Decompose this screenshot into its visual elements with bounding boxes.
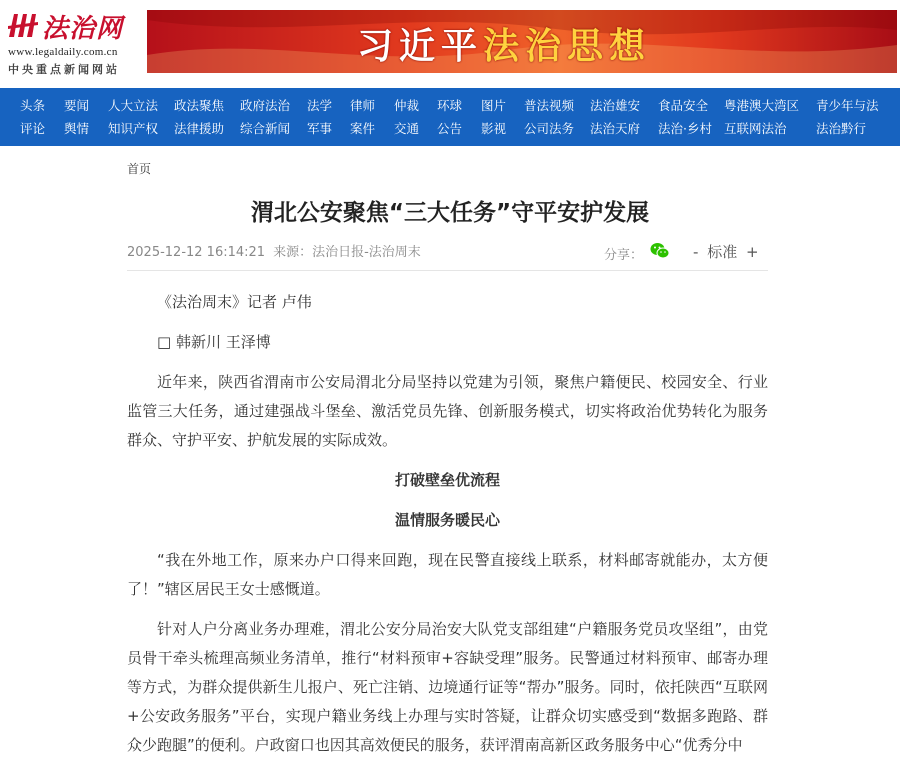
nav-item[interactable]: 法治天府 <box>590 121 641 136</box>
article-author: □ 韩新川 王泽博 <box>157 333 271 351</box>
share-label: 分享： <box>604 248 644 263</box>
site-logo[interactable] <box>6 8 136 78</box>
font-increase-button[interactable]: + <box>746 243 759 261</box>
nav-item[interactable]: 知识产权 <box>108 121 159 136</box>
nav-item[interactable]: 普法视频 <box>524 98 575 113</box>
nav-item[interactable]: 法治黔行 <box>816 121 867 136</box>
main-nav <box>0 88 900 146</box>
nav-item[interactable]: 要闻 <box>64 98 90 113</box>
nav-item[interactable]: 法律援助 <box>174 121 225 136</box>
nav-item[interactable]: 人大立法 <box>108 98 159 113</box>
nav-item[interactable]: 军事 <box>307 121 333 136</box>
nav-item[interactable]: 环球 <box>437 98 463 113</box>
article-byline: 《法治周末》记者 卢伟 <box>157 293 312 311</box>
logo-slogan: 中央重点新闻网站 <box>8 63 120 76</box>
breadcrumb[interactable]: 首页 <box>127 162 152 176</box>
nav-item[interactable]: 头条 <box>20 98 46 113</box>
article-body <box>127 288 768 771</box>
font-size-control <box>693 241 759 262</box>
nav-item[interactable]: 律师 <box>350 98 376 113</box>
nav-item[interactable]: 法学 <box>307 98 333 113</box>
article-paragraph: 针对人户分离业务办理难，渭北公安分局治安大队党支部组建“户籍服务党员攻坚组”，由党员骨干牵头梳理高频业务清单，推行“材料预审+容缺受理”服务。民警通过材料预审、邮寄办理等方式，为群众提供新生儿报户、死亡注销、边境通行证等“帮办”服务。同时，依托陕西“互联网+公安政务服务”平台，实现户籍业务线上办理与实时答疑，让群众切实感受到“数据多跑路、群众少跑腿”的便利。户政窗口也因其高效便民的服务，获评渭南高新区政务服务中心“优秀分中 <box>127 620 768 754</box>
nav-item[interactable]: 食品安全 <box>658 98 709 113</box>
site-header <box>0 0 900 88</box>
article-paragraph: “我在外地工作，原来办户口得来回跑，现在民警直接线上联系，材料邮寄就能办，太方便了！”辖区居民王女士感慨道。 <box>127 551 768 598</box>
article-paragraph: 近年来，陕西省渭南市公安局渭北分局坚持以党建为引领，聚焦户籍便民、校园安全、行业监管三大任务，通过建强战斗堡垒、激活党员先锋、创新服务模式，切实将政治优势转化为服务群众、守护平安、护航发展的实际成效。 <box>127 373 768 449</box>
nav-item[interactable]: 综合新闻 <box>240 121 291 136</box>
nav-item[interactable]: 粤港澳大湾区 <box>724 98 800 113</box>
nav-item[interactable]: 公司法务 <box>524 121 575 136</box>
nav-item[interactable]: 互联网法治 <box>724 121 787 136</box>
nav-item[interactable]: 政府法治 <box>240 98 291 113</box>
nav-item[interactable]: 交通 <box>394 121 420 136</box>
font-size-label: 标准 <box>707 243 738 261</box>
banner-title <box>357 18 651 69</box>
article-title: 渭北公安聚焦“三大任务”守平安护发展 <box>250 200 650 226</box>
wechat-share-icon[interactable] <box>650 242 670 260</box>
nav-item[interactable]: 评论 <box>20 121 46 136</box>
banner-title-part1: 习近平 <box>357 25 484 67</box>
nav-item[interactable]: 公告 <box>437 121 463 136</box>
header-banner[interactable] <box>147 10 897 73</box>
logo-url: www.legaldaily.com.cn <box>8 46 118 58</box>
nav-row-2 <box>0 118 900 140</box>
nav-row-1 <box>0 95 900 117</box>
nav-item[interactable]: 舆情 <box>64 121 90 136</box>
nav-item[interactable]: 图片 <box>481 98 507 113</box>
nav-item[interactable]: 案件 <box>350 121 376 136</box>
banner-title-part2: 法治思想 <box>483 25 652 67</box>
article-datetime: 2025-12-12 16:14:21 <box>127 245 266 260</box>
logo-title: 法治网 <box>42 14 124 44</box>
nav-item[interactable]: 政法聚焦 <box>174 98 225 113</box>
article-source: 来源：法治日报-法治周末 <box>273 245 421 260</box>
meta-divider <box>127 270 768 271</box>
nav-item[interactable]: 法治雄安 <box>590 98 641 113</box>
nav-item[interactable]: 法治·乡村 <box>658 121 712 136</box>
logo-emblem-icon <box>6 10 40 40</box>
font-decrease-button[interactable]: - <box>693 243 699 261</box>
nav-item[interactable]: 影视 <box>481 121 507 136</box>
article-subheading: 温情服务暖民心 <box>394 511 500 529</box>
nav-item[interactable]: 青少年与法 <box>816 98 879 113</box>
article-subheading: 打破壁垒优流程 <box>394 471 500 489</box>
article-meta <box>127 241 421 260</box>
nav-item[interactable]: 仲裁 <box>394 98 420 113</box>
